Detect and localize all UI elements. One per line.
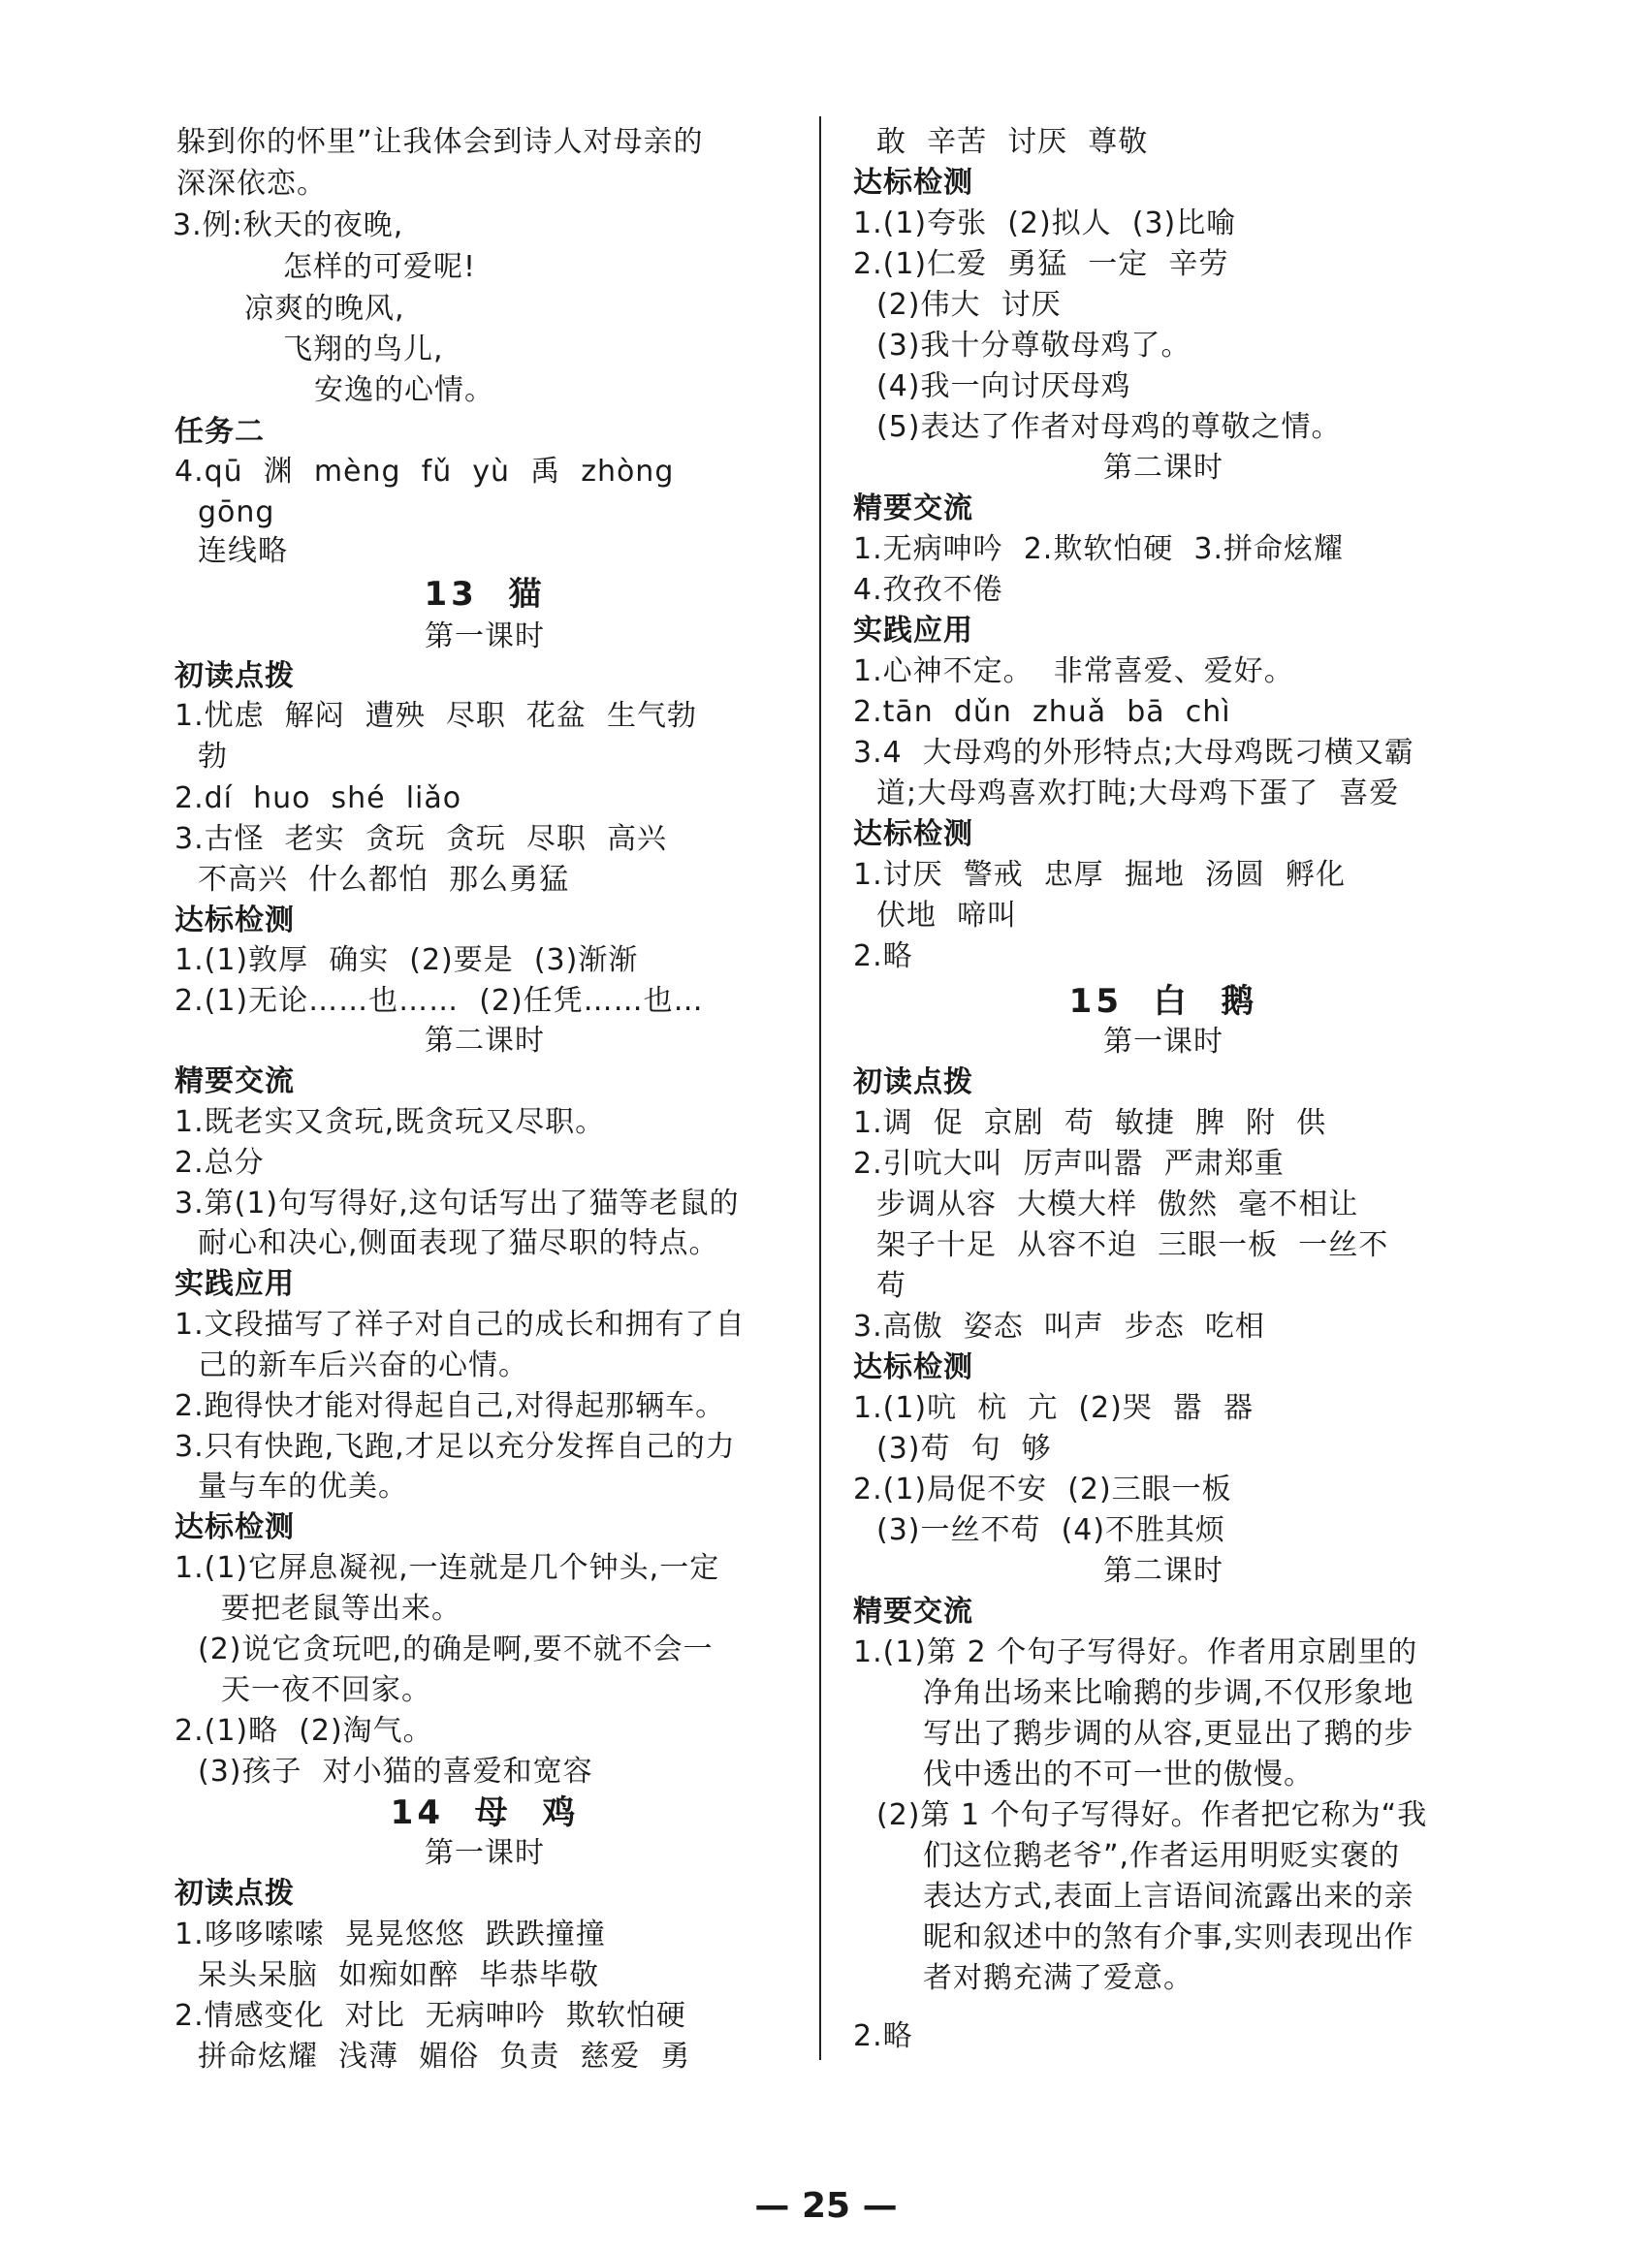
text-line: 1.(1)第 2 个句子写得好。作者用京剧里的 <box>853 1635 1418 1669</box>
text-line: (5)表达了作者对母鸡的尊敬之情。 <box>876 410 1342 444</box>
text-line: 2.dí huo shé liǎo <box>175 781 462 815</box>
text-line: (3)一丝不苟 (4)不胜其烦 <box>876 1513 1226 1547</box>
text-line: 苟 <box>876 1269 906 1303</box>
text-line: 任务二 <box>175 415 265 449</box>
text-line: 初读点拨 <box>175 1877 295 1911</box>
page-number: — 25 — <box>754 2186 898 2226</box>
text-line: 敢 辛苦 讨厌 尊敬 <box>876 125 1149 159</box>
text-line: 呆头呆脑 如痴如醉 毕恭毕敬 <box>198 1958 600 1992</box>
text-line: 4.qū 渊 mèng fǔ yù 禹 zhòng <box>175 455 675 489</box>
column-divider <box>819 116 821 2060</box>
text-line: 4.孜孜不倦 <box>853 573 1003 607</box>
text-line: 2.(1)局促不安 (2)三眼一板 <box>853 1473 1232 1506</box>
text-line: 躲到你的怀里”让我体会到诗人对母亲的 <box>176 125 704 159</box>
text-line: 1.既老实又贪玩,既贪玩又尽职。 <box>175 1105 606 1139</box>
text-line: (2)第 1 个句子写得好。作者把它称为“我 <box>876 1798 1428 1832</box>
text-line: 伐中透出的不可一世的傲慢。 <box>923 1758 1314 1791</box>
text-line: 昵和叙述中的煞有介事,实则表现出作 <box>923 1920 1414 1954</box>
text-line: 初读点拨 <box>853 1065 973 1099</box>
text-line: 第一课时 <box>425 619 545 653</box>
text-line: 2.跑得快才能对得起自己,对得起那辆车。 <box>175 1389 726 1423</box>
text-line: 2.情感变化 对比 无病呻吟 欺软怕硬 <box>175 1999 686 2033</box>
text-line: 1.(1)吭 杭 亢 (2)哭 嚣 器 <box>853 1391 1254 1425</box>
text-line: 2.略 <box>853 939 913 973</box>
text-line: 天一夜不回家。 <box>221 1673 431 1707</box>
text-line: 精要交流 <box>853 491 973 525</box>
text-line: 写出了鹅步调的从容,更显出了鹅的步 <box>923 1717 1414 1751</box>
text-line: 第一课时 <box>425 1836 545 1870</box>
text-line: 1.无病呻吟 2.欺软怕硬 3.拼命炫耀 <box>853 532 1345 566</box>
text-line: 达标检测 <box>853 1350 973 1384</box>
text-line: 2.总分 <box>175 1146 265 1180</box>
text-line: 1.哆哆嗦嗦 晃晃悠悠 跌跌撞撞 <box>175 1918 606 1951</box>
text-line: 2.引吭大叫 厉声叫嚣 严肃郑重 <box>853 1147 1285 1181</box>
text-line: 第二课时 <box>1103 1554 1223 1588</box>
text-line: 达标检测 <box>175 904 295 937</box>
text-line: 精要交流 <box>175 1064 295 1098</box>
text-line: 道;大母鸡喜欢打盹;大母鸡下蛋了 喜爱 <box>876 777 1400 810</box>
text-line: 1.讨厌 警戒 忠厚 掘地 汤圆 孵化 <box>853 858 1346 892</box>
text-line: 实践应用 <box>853 614 973 648</box>
text-line: (3)苟 句 够 <box>876 1432 1052 1466</box>
text-line: 净角出场来比喻鹅的步调,不仅形象地 <box>923 1676 1414 1710</box>
text-line: 不高兴 什么都怕 那么勇猛 <box>198 863 570 897</box>
text-line: 拼命炫耀 浅薄 媚俗 负责 慈爱 勇 <box>198 2040 691 2074</box>
text-line: 己的新车后兴奋的心情。 <box>198 1348 528 1382</box>
text-line: 耐心和决心,侧面表现了猫尽职的特点。 <box>198 1226 719 1260</box>
text-line: 3.第(1)句写得好,这句话写出了猫等老鼠的 <box>175 1187 740 1221</box>
text-line: 2.(1)略 (2)淘气。 <box>175 1714 433 1748</box>
text-line: 2.略 <box>853 2019 913 2053</box>
text-line: 怎样的可爱呢! <box>283 250 477 284</box>
text-line: (4)我一向讨厌母鸡 <box>876 369 1131 403</box>
text-line: 2.(1)无论……也…… (2)任凭……也… <box>175 984 704 1018</box>
text-line: 第二课时 <box>425 1024 545 1058</box>
text-line: 架子十足 从容不迫 三眼一板 一丝不 <box>876 1228 1389 1262</box>
text-line: 要把老鼠等出来。 <box>221 1592 461 1626</box>
text-line: 达标检测 <box>853 166 973 200</box>
text-line: 14 母 鸡 <box>390 1793 580 1832</box>
text-line: 1.(1)夸张 (2)拟人 (3)比喻 <box>853 206 1237 240</box>
text-line: 1.(1)敦厚 确实 (2)要是 (3)渐渐 <box>175 943 639 977</box>
text-line: 3.高傲 姿态 叫声 步态 吃相 <box>853 1310 1265 1344</box>
text-line: gōng <box>198 495 275 529</box>
text-line: (3)我十分尊敬母鸡了。 <box>876 329 1191 363</box>
text-line: 3.4 大母鸡的外形特点;大母鸡既刁横又霸 <box>853 736 1414 770</box>
text-line: 1.心神不定。 非常喜爱、爱好。 <box>853 654 1294 688</box>
text-line: 们这位鹅老爷”,作者运用明贬实褒的 <box>923 1839 1401 1873</box>
text-line: (2)说它贪玩吧,的确是啊,要不就不会一 <box>198 1633 714 1666</box>
text-line: 初读点拨 <box>175 659 295 693</box>
text-line: 1.忧虑 解闷 遭殃 尽职 花盆 生气勃 <box>175 699 697 733</box>
text-line: 步调从容 大模大样 傲然 毫不相让 <box>876 1188 1359 1221</box>
text-line: 精要交流 <box>853 1595 973 1629</box>
text-line: 第二课时 <box>1103 451 1223 485</box>
text-line: 伏地 啼叫 <box>876 899 1018 933</box>
text-line: (3)孩子 对小猫的喜爱和宽容 <box>198 1755 593 1789</box>
text-line: 第一课时 <box>1103 1025 1223 1059</box>
text-line: 深深依恋。 <box>176 167 327 201</box>
text-line: 量与车的优美。 <box>198 1470 408 1504</box>
text-line: 3.只有快跑,飞跑,才足以充分发挥自己的力 <box>175 1430 736 1464</box>
text-line: (2)伟大 讨厌 <box>876 288 1062 322</box>
text-line: 2.(1)仁爱 勇猛 一定 辛劳 <box>853 247 1229 281</box>
text-line: 实践应用 <box>175 1267 295 1301</box>
text-line: 3.古怪 老实 贪玩 贪玩 尽职 高兴 <box>175 822 667 856</box>
text-line: 2.tān dǔn zhuǎ bā chì <box>853 695 1231 729</box>
text-line: 1.(1)它屏息凝视,一连就是几个钟头,一定 <box>175 1551 720 1585</box>
text-line: 连线略 <box>198 534 288 568</box>
text-line: 13 猫 <box>424 575 546 614</box>
text-line: 达标检测 <box>175 1510 295 1544</box>
text-line: 3.例:秋天的夜晚, <box>173 208 404 242</box>
text-line: 1.调 促 京剧 苟 敏捷 脾 附 供 <box>853 1106 1327 1140</box>
text-line: 15 白 鹅 <box>1068 982 1258 1021</box>
text-line: 凉爽的晚风, <box>244 292 405 326</box>
text-line: 安逸的心情。 <box>314 373 494 407</box>
text-line: 达标检测 <box>853 817 973 851</box>
text-line: 者对鹅充满了爱意。 <box>923 1961 1193 1995</box>
text-line: 飞翔的鸟儿, <box>283 333 444 366</box>
text-line: 勃 <box>198 740 228 774</box>
text-line: 1.文段描写了祥子对自己的成长和拥有了自 <box>175 1308 746 1342</box>
text-line: 表达方式,表面上言语间流露出来的亲 <box>923 1880 1414 1914</box>
